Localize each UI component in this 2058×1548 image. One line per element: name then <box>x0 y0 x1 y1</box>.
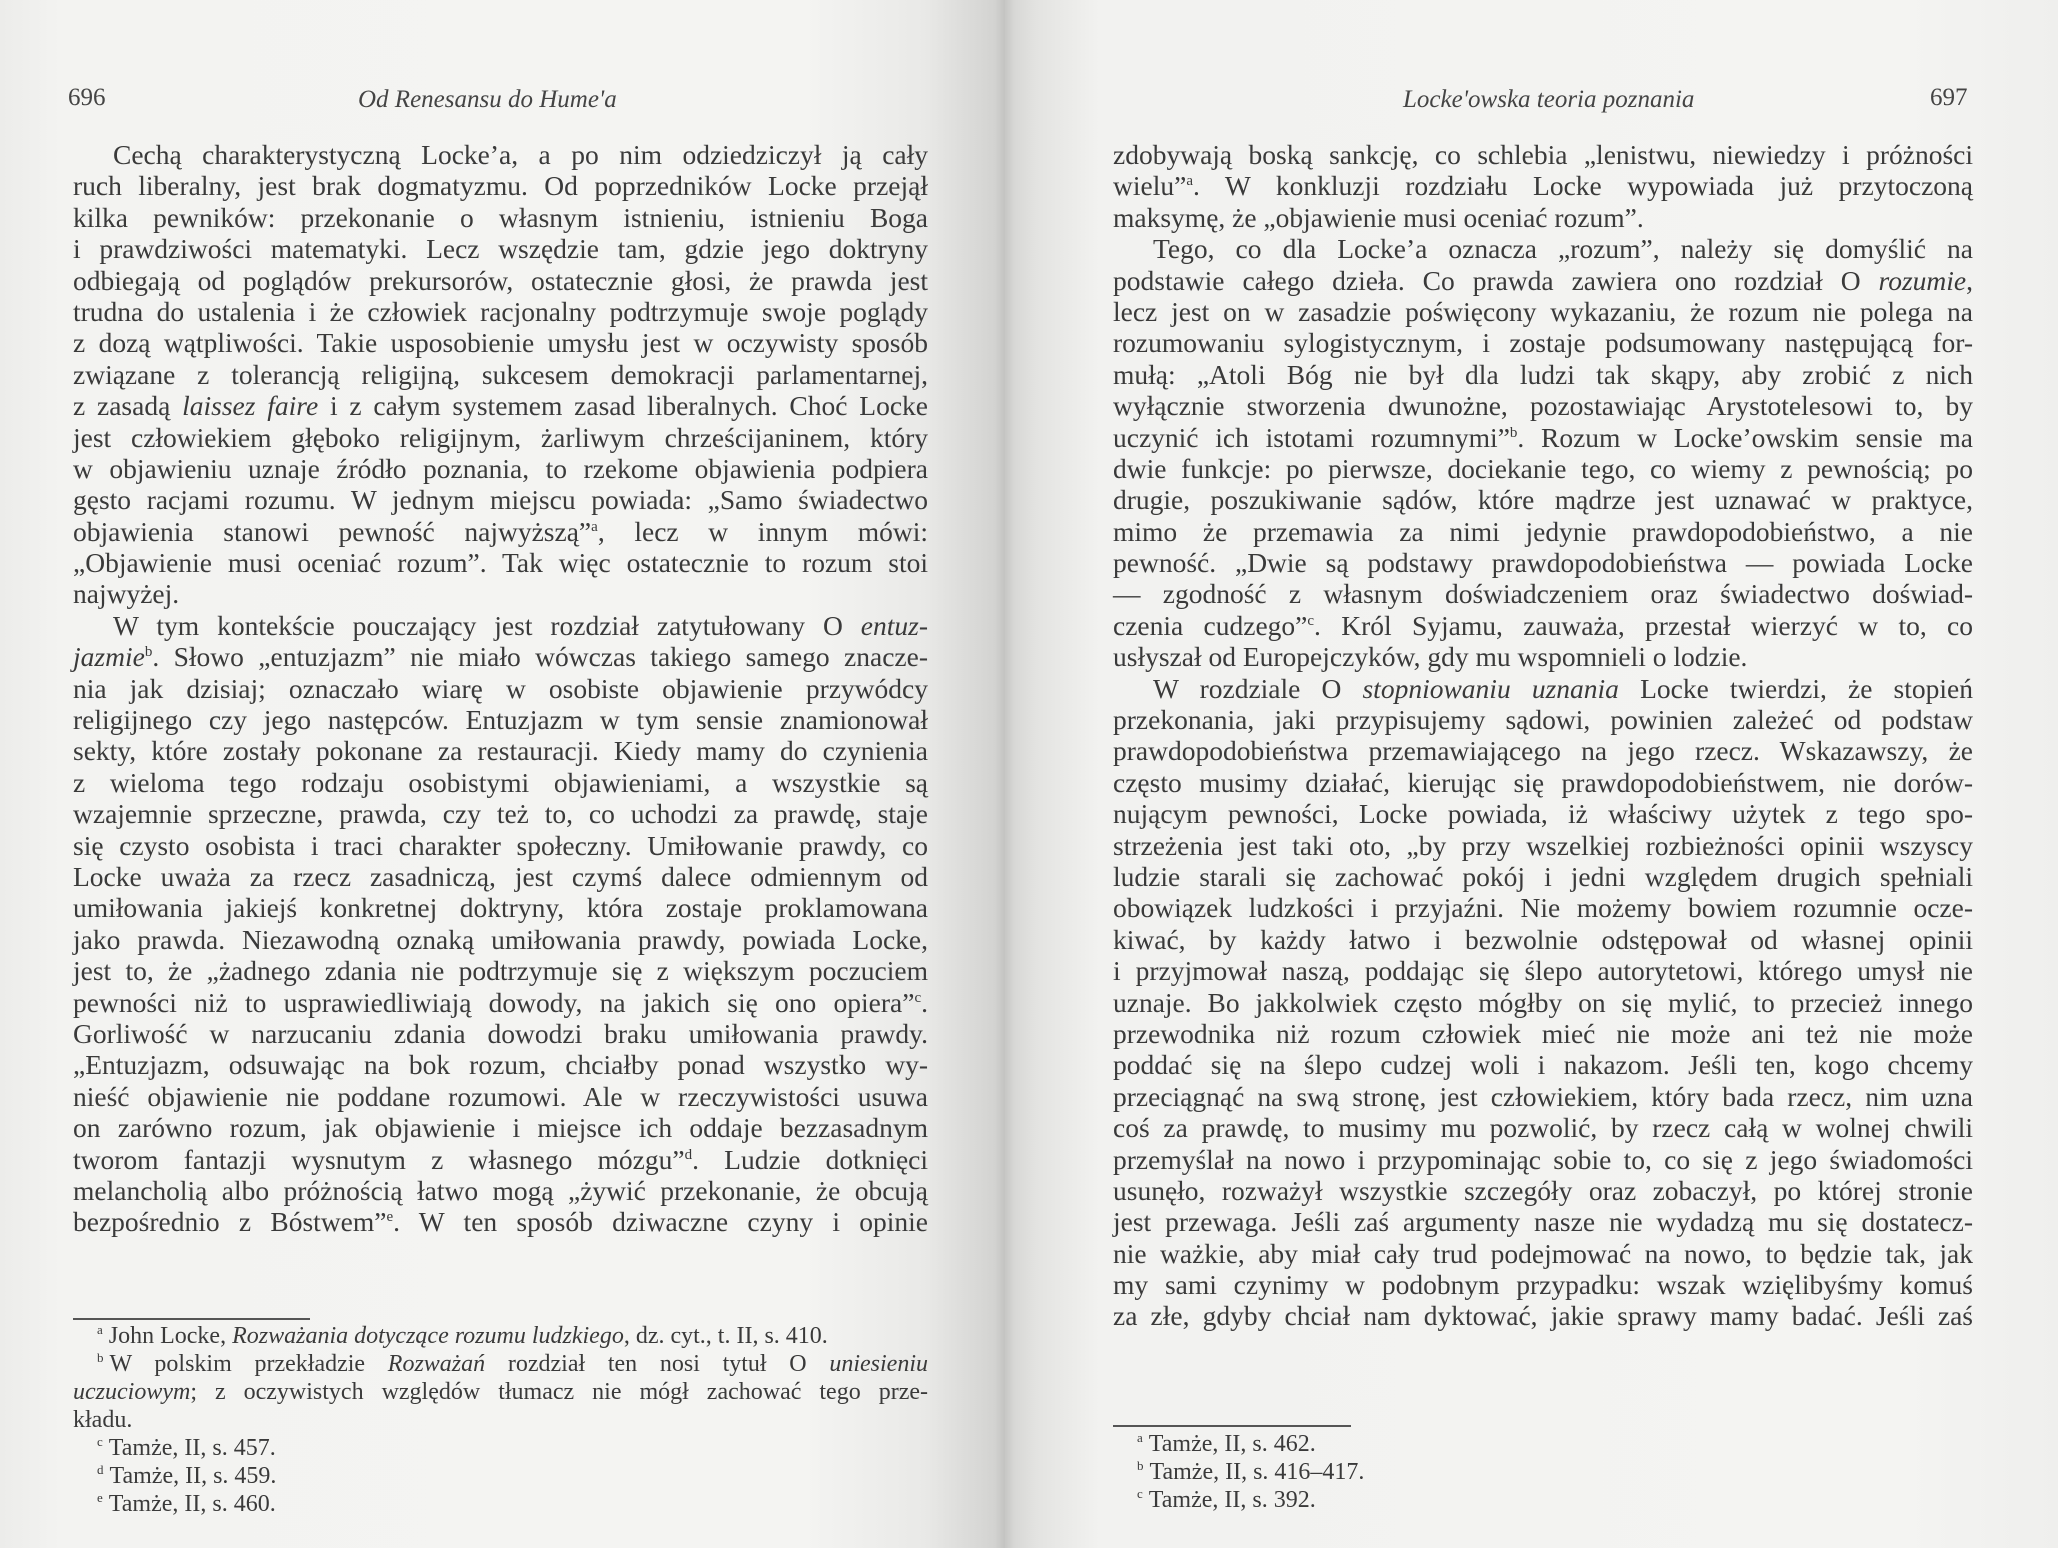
footnote-marker: b <box>97 1350 104 1365</box>
text-line <box>1113 1112 1973 1143</box>
text-run: za złe, gdyby chciał nam dyktować, jakie sprawy mamy badać. Jeśli zaś <box>1113 1300 1973 1332</box>
text-run: Tamże, II, s. 416–417. <box>1149 1459 1365 1485</box>
text-line <box>1113 170 1973 201</box>
footnote-ref: e <box>386 1209 394 1226</box>
text-run: umiłowania jakiejś konkretnej doktryny, która zostaje proklamowana <box>73 892 928 924</box>
footnote <box>73 1462 928 1490</box>
text-run: W polskim przekładzie <box>109 1351 388 1377</box>
text-line <box>73 955 928 986</box>
text-run: przemyślał na nowo i przypominając sobie to, co się z jego świadomości <box>1113 1143 1973 1175</box>
text-run: coś za prawdę, to musimy mu pozwolić, by rzecz całą w wolnej chwili <box>1113 1112 1973 1144</box>
text-line <box>1113 265 1973 296</box>
text-line <box>1113 987 1973 1018</box>
text-line <box>73 1081 928 1112</box>
text-line <box>1113 1049 1973 1080</box>
text-run: jest to, że „żadnego zdania nie podtrzymuje się z większym poczuciem <box>73 955 928 987</box>
text-run: obowiązek ludzkości i przyjaźni. Nie możemy bowiem rozumnie ocze- <box>1113 892 1973 924</box>
footnote-ref: b <box>144 644 153 661</box>
text-run: ; z oczywistych względów tłumacz nie mógł zachować tego prze- <box>190 1379 928 1405</box>
text-line <box>1113 892 1973 923</box>
text-run: , dz. cyt., t. II, s. 410. <box>623 1323 828 1349</box>
running-head: Od Renesansu do Hume'a <box>358 86 617 113</box>
text-run: Tamże, II, s. 462. <box>1148 1431 1316 1457</box>
text-line <box>1113 1018 1973 1049</box>
text-run: strzeżenia jest taki oto, „by przy wszelkiej rozbieżności opinii wszyscy <box>1113 829 1973 861</box>
text-run: wzajemnie sprzeczne, prawda, czy też to, co uchodzi za prawdę, staje <box>73 798 928 830</box>
text-line <box>73 139 928 170</box>
text-run: objawienia stanowi pewność najwyższą” <box>73 515 592 547</box>
text-run: Cechą charakterystyczną Locke’a, a po nim odziedziczył ją cały <box>113 139 928 170</box>
text-line <box>1113 735 1973 766</box>
italic-text: stopniowaniu uznania <box>1362 672 1619 704</box>
footnote <box>73 1322 928 1350</box>
text-line <box>73 1112 928 1143</box>
text-run: ruch liberalny, jest brak dogmatyzmu. Od poprzedników Locke przejął <box>73 170 928 202</box>
text-line <box>73 798 928 829</box>
text-run: trudna do ustalenia i że człowiek racjonalny podtrzymuje swoje poglądy <box>73 295 928 327</box>
text-line <box>1113 578 1973 609</box>
footnote <box>1113 1430 1973 1458</box>
footnote <box>73 1434 928 1462</box>
text-run: mimo że przemawia za nimi jedynie prawdopodobieństwo, a nie <box>1113 515 1973 547</box>
text-run: i przyjmował naszą, poddając się ślepo autorytetowi, którego umysł nie <box>1113 955 1973 987</box>
footnote-marker: c <box>1137 1486 1143 1501</box>
text-run: drugie, poszukiwanie sądów, które mądrze jest uznawać w praktyce, <box>1113 484 1973 516</box>
text-line <box>1113 359 1973 390</box>
footnote-marker: a <box>97 1322 103 1337</box>
text-run: . <box>921 986 928 1018</box>
text-line <box>1113 327 1973 358</box>
text-line <box>73 359 928 390</box>
text-line <box>1113 1269 1973 1300</box>
text-line <box>1113 861 1973 892</box>
footnote-marker: a <box>1137 1430 1143 1445</box>
text-run: w objawieniu uznaje źródło poznania, to rzekome objawienia podpiera <box>73 452 928 484</box>
footnote-ref: a <box>1186 173 1193 190</box>
text-run: . Król Syjamu, zauważa, przestał wierzyć w to, co <box>1314 609 1973 641</box>
text-run: bezpośrednio z Bóstwem” <box>73 1206 387 1238</box>
text-line <box>1113 453 1973 484</box>
text-run: i z całym systemem zasad liberalnych. Choć Locke <box>318 390 928 422</box>
text-line <box>1113 1206 1973 1237</box>
text-line <box>1113 296 1973 327</box>
footnote-ref: b <box>1509 424 1518 441</box>
text-run: John Locke, <box>108 1323 233 1349</box>
text-run: , lecz w innym mówi: <box>597 515 929 547</box>
text-run: czenia cudzego” <box>1113 609 1308 641</box>
text-line <box>1113 202 1973 233</box>
footnote <box>1113 1486 1973 1514</box>
text-line <box>73 704 928 735</box>
text-run: usłyszał od Europejczyków, gdy mu wspomnieli o lodzie. <box>1113 641 1748 673</box>
footnotes <box>73 1322 928 1518</box>
text-line <box>73 1206 928 1237</box>
body-text <box>73 139 928 1238</box>
text-run: Tamże, II, s. 457. <box>108 1435 276 1461</box>
italic-text: laissez faire <box>182 390 319 422</box>
text-run: lecz jest on w zasadzie poświęcony wykazaniu, że rozum nie polega na <box>1113 295 1973 327</box>
text-run: związane z tolerancją religijną, sukcesem demokracji parlamentarnej, <box>73 358 928 390</box>
text-run: nującym pewności, Locke powiada, iż właściwy użytek z tego spo- <box>1113 798 1973 830</box>
footnote-ref: a <box>591 518 598 535</box>
text-run: się czysto osobista i traci charakter społeczny. Umiłowanie prawdy, co <box>73 829 928 861</box>
text-run: pewności niż to usprawiedliwiają dowody, na jakich się ono opiera” <box>73 986 915 1018</box>
footnote-ref: d <box>684 1146 693 1163</box>
text-run: ludzie starali się zachować pokój i jedni względem drugich spełniali <box>1113 860 1973 892</box>
text-line <box>73 830 928 861</box>
left-page <box>0 0 1005 1548</box>
text-run: Tamże, II, s. 460. <box>108 1491 276 1517</box>
text-run: podstawie całego dzieła. Co prawda zawiera ono rozdział O <box>1113 264 1879 296</box>
text-run: Locke uważa za rzecz zasadniczą, jest czymś dalece odmiennym od <box>73 860 928 892</box>
text-line <box>73 296 928 327</box>
text-line <box>73 987 928 1018</box>
text-run: kładu. <box>73 1407 133 1433</box>
text-line <box>1113 1144 1973 1175</box>
text-line <box>1113 516 1973 547</box>
text-line <box>73 422 928 453</box>
text-run: Locke twierdzi, że stopień <box>1618 672 1973 704</box>
text-run: Tego, co dla Locke’a oznacza „rozum”, należy się domyślić na <box>1153 233 1973 265</box>
footnote-marker: d <box>97 1462 104 1477</box>
text-run: rozdział ten nosi tytuł O <box>485 1351 830 1377</box>
body-text <box>1113 139 1973 1332</box>
italic-text: rozumie <box>1878 264 1967 296</box>
text-line <box>1113 547 1973 578</box>
text-line <box>1113 767 1973 798</box>
text-run: rozumowaniu sylogistycznym, i zostaje podsumowany następującą for- <box>1113 327 1973 359</box>
text-line <box>1113 798 1973 829</box>
italic-text: uniesieniu <box>829 1351 928 1377</box>
text-run: W tym kontekście pouczający jest rozdział zatytułowany O <box>113 609 861 641</box>
text-line <box>73 735 928 766</box>
text-line <box>73 892 928 923</box>
text-run: przekonania, jaki przypisujemy sądowi, powinien zależeć od podstaw <box>1113 704 1973 736</box>
footnote-marker: b <box>1137 1458 1144 1473</box>
text-line <box>1113 924 1973 955</box>
footnote <box>1113 1458 1973 1486</box>
text-line <box>73 233 928 264</box>
text-run: usunęło, rozważył wszystkie szczegóły oraz zobaczył, po której stronie <box>1113 1174 1973 1206</box>
text-run: Tamże, II, s. 392. <box>1148 1487 1316 1513</box>
italic-text: Rozważania dotyczące rozumu ludzkiego <box>232 1323 624 1349</box>
text-line <box>1113 390 1973 421</box>
text-line <box>73 1175 928 1206</box>
footnote <box>73 1406 928 1434</box>
text-line <box>1113 233 1973 264</box>
text-run: . W ten sposób dziwaczne czyny i opinie <box>393 1206 929 1238</box>
text-run: Tamże, II, s. 459. <box>109 1463 277 1489</box>
text-run: . W konkluzji rozdziału Locke wypowiada już przytoczoną <box>1192 170 1973 202</box>
text-run: nieść objawienie nie poddane rozumowi. Ale w rzeczywistości usuwa <box>73 1080 928 1112</box>
text-run: i prawdziwości matematyki. Lecz wszędzie tam, gdzie jego doktryny <box>73 233 928 265</box>
text-run: mułą: „Atoli Bóg nie był dla ludzi tak skąpy, aby zrobić z nich <box>1113 358 1973 390</box>
text-line <box>73 327 928 358</box>
text-run: my sami czynimy w podobnym przypadku: wszak wzięlibyśmy komuś <box>1113 1269 1973 1301</box>
text-line <box>73 861 928 892</box>
text-run: , <box>1966 264 1973 296</box>
text-line <box>1113 422 1973 453</box>
text-line <box>73 924 928 955</box>
text-run: dwie funkcje: po pierwsze, dociekanie tego, co wiemy z pewnością; po <box>1113 452 1973 484</box>
footnotes <box>1113 1430 1973 1514</box>
text-run: melancholią albo próżnością łatwo mogą „żywić przekonanie, że obcują <box>73 1174 928 1206</box>
text-line <box>1113 704 1973 735</box>
text-run: z zasadą <box>73 390 183 422</box>
text-run: gęsto racjami rozumu. W jednym miejscu powiada: „Samo świadectwo <box>73 484 928 516</box>
text-run: odbiegają od poglądów prekursorów, ostatecznie głosi, że prawda jest <box>73 264 928 296</box>
text-line <box>73 390 928 421</box>
text-run: z wieloma tego rodzaju osobistymi objawieniami, a wszystkie są <box>73 766 928 798</box>
text-run: . Rozum w Locke’owskim sensie ma <box>1517 421 1973 453</box>
text-line <box>1113 484 1973 515</box>
text-line <box>1113 1175 1973 1206</box>
text-line <box>1113 139 1973 170</box>
text-run: jest człowiekiem głęboko religijnym, żarliwym chrześcijaninem, który <box>73 421 928 453</box>
text-line <box>73 578 928 609</box>
text-line <box>73 673 928 704</box>
text-run: wielu” <box>1113 170 1187 202</box>
text-run: nie ważkie, aby miał cały trud podejmować na nowo, to będzie tak, jak <box>1113 1237 1973 1269</box>
text-run: pewność. „Dwie są podstawy prawdopodobieństwa — powiada Locke <box>1113 547 1973 579</box>
text-run: — zgodność z własnym doświadczeniem oraz świadectwo doświad- <box>1113 578 1973 610</box>
footnote-marker: c <box>97 1434 103 1449</box>
text-run: religijnego czy jego następców. Entuzjazm w tym sensie znamionował <box>73 704 928 736</box>
italic-text: uczuciowym <box>73 1379 191 1405</box>
text-line <box>73 547 928 578</box>
italic-text: jazmie <box>73 641 145 673</box>
running-head: Locke'owska teoria poznania <box>1403 86 1695 113</box>
text-run: uznaje. Bo jakkolwiek często mógłby on się mylić, to przecież innego <box>1113 986 1973 1018</box>
text-line <box>1113 610 1973 641</box>
text-run: Gorliwość w narzucaniu zdania dowodzi braku umiłowania prawdy. <box>73 1017 928 1049</box>
text-line <box>73 1144 928 1175</box>
text-line <box>1113 1238 1973 1269</box>
text-run: tworom fantazji wysnutym z własnego mózgu” <box>73 1143 685 1175</box>
footnote <box>73 1490 928 1518</box>
text-line <box>73 265 928 296</box>
italic-text: entuz- <box>860 609 928 641</box>
text-run: zdobywają boską sankcję, co schlebia „lenistwu, niewiedzy i próżności <box>1113 139 1973 170</box>
text-run: przewodnika niż rozum człowiek mieć nie może ani też nie może <box>1113 1017 1973 1049</box>
gutter-shadow <box>995 0 1015 1548</box>
footnote-rule <box>73 1318 310 1320</box>
text-run: . Ludzie dotknięci <box>692 1143 928 1175</box>
text-run: przeciągnąć na swą stronę, jest człowiekiem, który bada rzecz, nim uzna <box>1113 1080 1973 1112</box>
text-line <box>1113 673 1973 704</box>
text-run: prawdopodobieństwa przemawiającego na jego rzecz. Wskazawszy, że <box>1113 735 1973 767</box>
page-number: 696 <box>68 84 106 111</box>
text-line <box>73 767 928 798</box>
text-line <box>73 1049 928 1080</box>
footnote-ref: c <box>1307 612 1315 629</box>
footnote <box>73 1350 928 1378</box>
text-run: wyłącznie stworzenia dwunożne, pozostawiając Arystotelesowi to, by <box>1113 390 1973 422</box>
text-run: W rozdziale O <box>1153 672 1363 704</box>
text-run: nia jak dzisiaj; oznaczało wiarę w osobiste objawienie przywódcy <box>73 672 928 704</box>
text-line <box>73 453 928 484</box>
footnote-ref: c <box>914 989 922 1006</box>
text-line <box>73 610 928 641</box>
text-run: on zarówno rozum, jak objawienie i miejsce ich oddaje bezzasadnym <box>73 1112 928 1144</box>
page-number: 697 <box>1930 84 1968 111</box>
text-run: „Entuzjazm, odsuwając na bok rozum, chciałby ponad wszystko wy- <box>73 1049 928 1081</box>
text-run: maksymę, że „objawienie musi oceniać rozum”. <box>1113 201 1644 233</box>
text-line <box>1113 955 1973 986</box>
footnote <box>73 1378 928 1406</box>
text-run: poddać się na ślepo cudzej woli i nakazom. Jeśli ten, kogo chcemy <box>1113 1049 1973 1081</box>
text-run: najwyżej. <box>73 578 180 610</box>
text-line <box>1113 1081 1973 1112</box>
footnote-marker: e <box>97 1490 103 1505</box>
text-run: często musimy działać, kierując się prawdopodobieństwem, nie dorów- <box>1113 766 1973 798</box>
text-run: jest przewaga. Jeśli zaś argumenty nasze nie wydadzą mu się dostatecz- <box>1113 1206 1973 1238</box>
text-line <box>73 484 928 515</box>
text-run: kilka pewników: przekonanie o własnym istnieniu, istnieniu Boga <box>73 201 928 233</box>
text-run: kiwać, by każdy łatwo i bezwolnie odstępował od własnej opinii <box>1113 923 1973 955</box>
footnote-rule <box>1113 1425 1351 1427</box>
text-line <box>73 202 928 233</box>
text-line <box>73 516 928 547</box>
text-line <box>73 1018 928 1049</box>
text-run: sekty, które zostały pokonane za restauracji. Kiedy mamy do czynienia <box>73 735 928 767</box>
text-run: z dozą wątpliwości. Takie usposobienie umysłu jest w oczywisty sposób <box>73 327 928 359</box>
italic-text: Rozważań <box>387 1351 486 1377</box>
text-line <box>1113 830 1973 861</box>
text-run: jako prawda. Niezawodną oznaką umiłowania prawdy, powiada Locke, <box>73 923 928 955</box>
text-line <box>73 641 928 672</box>
text-line <box>73 170 928 201</box>
text-line <box>1113 641 1973 672</box>
text-line <box>1113 1300 1973 1331</box>
right-page <box>1005 0 2058 1548</box>
text-run: . Słowo „entuzjazm” nie miało wówczas takiego samego znacze- <box>152 641 928 673</box>
text-run: „Objawienie musi oceniać rozum”. Tak więc ostatecznie to rozum stoi <box>73 547 928 579</box>
text-run: uczynić ich istotami rozumnymi” <box>1113 421 1510 453</box>
